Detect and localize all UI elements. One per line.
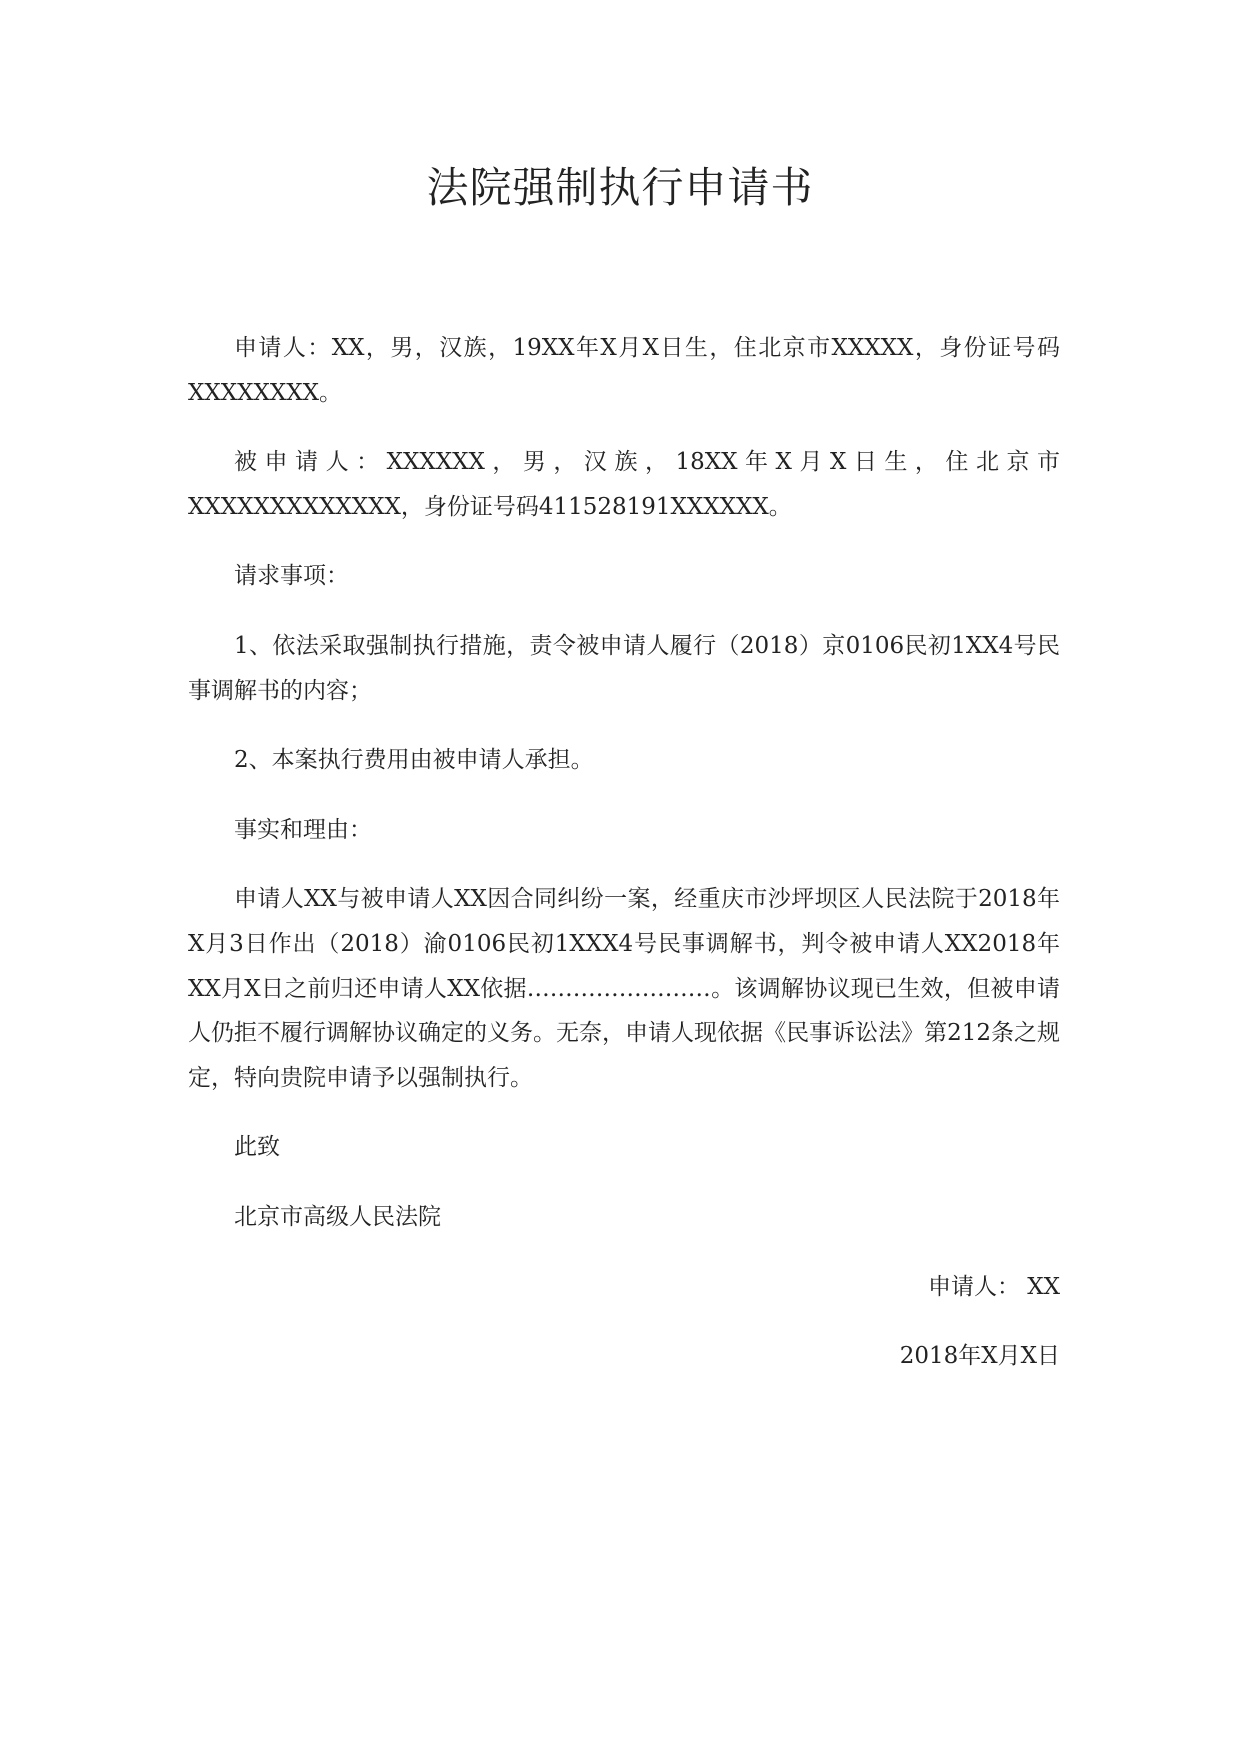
court-name: 北京市高级人民法院 bbox=[234, 1203, 441, 1230]
respondent-paragraph: 被申请人：XXXXXX，男，汉族，18XX年X月X日生，住北京市XXXXXXXXXXXXX，身份证号码411528191XXXXXX。 bbox=[188, 449, 1060, 520]
facts-paragraph: 申请人XX与被申请人XX因合同纠纷一案，经重庆市沙坪坝区人民法院于2018年X月3日作出（2018）渝0106民初1XXX4号民事调解书，判令被申请人XX2018年XX月X日之前归还申请人XX依据……………………。该调解协议现已生效，但被申请人仍拒不履行调解协议确定的义务。无奈，申请人现依据《民事诉讼法》第212条之规定，特向贵院申请予以强制执行。 bbox=[188, 886, 1060, 1091]
salutation: 此致 bbox=[234, 1134, 280, 1161]
document-title: 法院强制执行申请书 bbox=[426, 163, 814, 212]
requests-heading: 请求事项： bbox=[234, 563, 349, 590]
document-body bbox=[188, 326, 1060, 1404]
request-item-1: 1、依法采取强制执行措施，责令被申请人履行（2018）京0106民初1XX4号民事调解书的内容； bbox=[188, 632, 1060, 704]
applicant-paragraph: 申请人：XX，男，汉族，19XX年X月X日生，住北京市XXXXX，身份证号码XXXXXXXX。 bbox=[188, 335, 1060, 406]
request-item-2: 2、本案执行费用由被申请人承担。 bbox=[234, 747, 594, 774]
facts-heading: 事实和理由： bbox=[234, 816, 372, 843]
signature-line: 申请人： XX bbox=[927, 1273, 1060, 1300]
date-line: 2018年X月X日 bbox=[899, 1343, 1060, 1370]
